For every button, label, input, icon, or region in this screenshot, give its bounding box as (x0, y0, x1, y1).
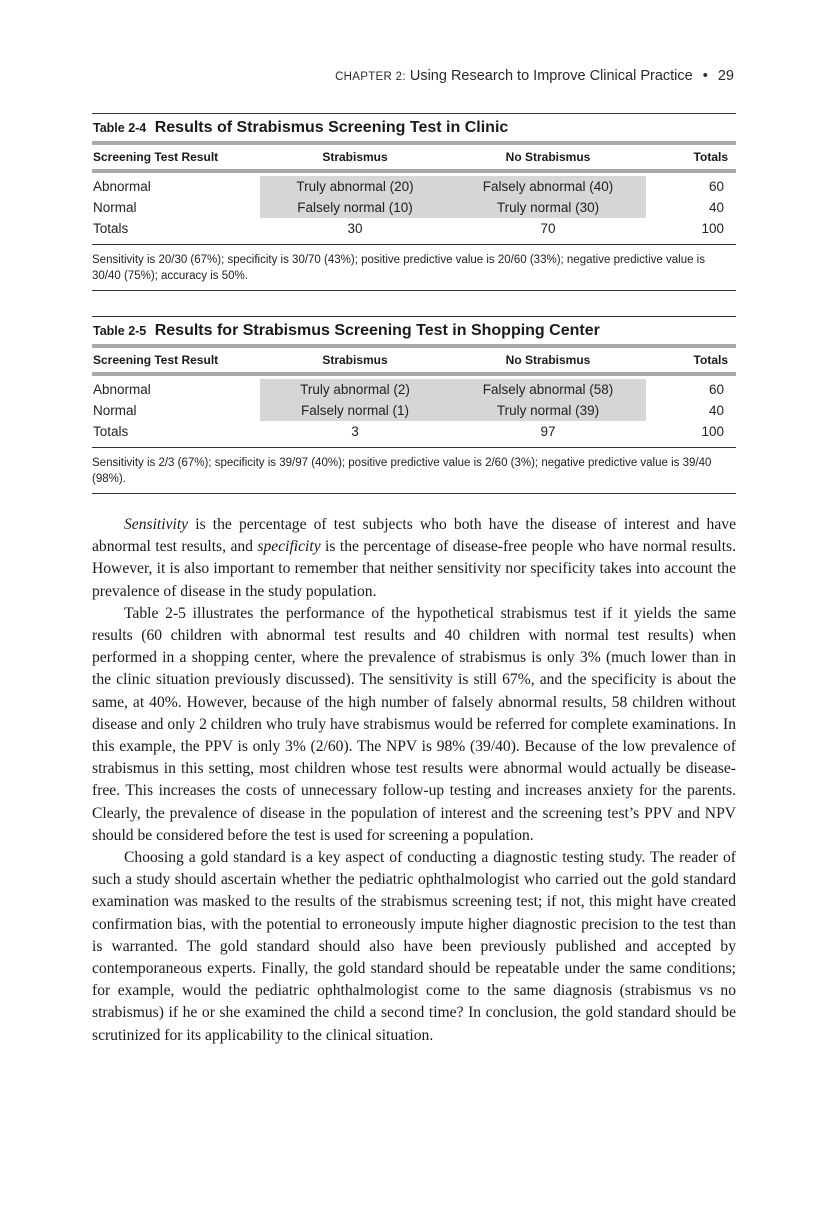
header-row (92, 348, 736, 372)
header-divider (92, 372, 736, 376)
table-2-5 (92, 316, 736, 494)
table-number: Table 2-5 (93, 324, 147, 338)
table-title: Results for Strabismus Screening Test in Shopping Center (154, 322, 600, 339)
table-row (92, 379, 736, 400)
table-row (92, 421, 736, 442)
paragraph: Choosing a gold standard is a key aspect of conducting a diagnostic testing study. The reader of such a study should ascertain whether the pediatric ophthalmologist who carried out the gold standard examination was masked to the results of the strabismus screening test; if not, this might have created confirmation bias, with the potential to erroneously impute higher diagnostic precision to the test than is warranted. The gold standard should also have been previously published and accepted by contemporaneous experts. Finally, the gold standard should be repeatable under the same conditions; for example, would the pediatric ophthalmologist come to the same diagnosis (strabismus vs no strabismus) if he or she examined the child a second time? In conclusion, the gold standard should be scrutinized for its applicability to the clinical situation. (92, 849, 736, 1044)
row-label: Totals (93, 424, 129, 439)
note-rule (92, 493, 736, 494)
row-label: Normal (93, 403, 137, 418)
table-note: Sensitivity is 20/30 (67%); specificity is 30/70 (43%); positive predictive value is 20/60 (33%); negative predictive value is 30/40 (75%); accuracy is 50%. (92, 254, 705, 282)
table-cell: Falsely abnormal (40) (450, 176, 646, 197)
paragraph (92, 514, 736, 603)
row-label: Abnormal (93, 179, 151, 194)
term-sensitivity: Sensitivity (124, 516, 189, 533)
column-header: Totals (693, 353, 728, 367)
table-cell: 30 (347, 221, 363, 236)
header-row (92, 145, 736, 169)
table-cell: 3 (351, 424, 359, 439)
table-row (92, 197, 736, 218)
table-cell: 70 (540, 221, 556, 236)
table-cell: 60 (708, 382, 724, 397)
column-header: No Strabismus (505, 150, 591, 164)
row-label: Totals (93, 221, 129, 236)
note-rule (92, 290, 736, 291)
running-head (335, 68, 734, 84)
paragraph: Table 2-5 illustrates the performance of the hypothetical strabismus test if it yields the same results (60 children with abnormal test results and 40 children with normal test results) when performed in a shopping center, where the prevalence of strabismus is only 3% (much lower than in the clinic situation previously discussed). The sensitivity is still 67%, and the specificity is about the same, at 40%. However, because of the high number of falsely abnormal results, 58 children without disease and only 2 children who truly have strabismus would be referred for complete examinations. In this example, the PPV is only 3% (2/60). The NPV is 98% (39/40). Because of the low prevalence of strabismus in this setting, most children whose test results were abnormal would actually be disease-free. This increases the costs of unnecessary follow-up testing and increases anxiety for the parents. Clearly, the prevalence of disease in the population of interest and the screening test’s PPV and NPV should be considered before the test is used for screening a population. (92, 604, 736, 844)
table-cell: 40 (708, 403, 724, 418)
table-cell: Falsely normal (1) (260, 400, 450, 421)
table-row (92, 400, 736, 421)
table-cell: Truly abnormal (2) (260, 379, 450, 400)
table-row (92, 176, 736, 197)
table-row (92, 218, 736, 239)
table-cell: Truly abnormal (20) (260, 176, 450, 197)
table-title: Results of Strabismus Screening Test in Clinic (154, 119, 509, 136)
table-cell: 100 (701, 221, 724, 236)
header-divider (92, 169, 736, 173)
column-header: Strabismus (322, 150, 388, 164)
column-header: No Strabismus (505, 353, 591, 367)
data-table-body (92, 379, 736, 442)
table-note: Sensitivity is 2/3 (67%); specificity is 39/97 (40%); positive predictive value is 2/60 (3%); negative predictive value is 39/40 (98%). (92, 457, 712, 485)
chapter-label: CHAPTER 2: (335, 71, 406, 83)
term-specificity: specificity (257, 538, 321, 556)
table-2-4 (92, 113, 736, 291)
table-caption (92, 317, 736, 344)
data-table (92, 145, 736, 169)
table-cell: Truly normal (30) (450, 197, 646, 218)
column-header: Strabismus (322, 353, 388, 367)
paragraph-text: is the percentage of disease-free people who have normal results. However, it is also important to remember that neither sensitivity nor specificity takes into account the prevalence of disease in the study population. (92, 538, 736, 600)
column-header: Totals (693, 150, 728, 164)
table-cell: 40 (708, 200, 724, 215)
column-header: Screening Test Result (93, 150, 219, 164)
chapter-title: Using Research to Improve Clinical Practice (409, 68, 693, 84)
row-label: Abnormal (93, 382, 151, 397)
table-number: Table 2-4 (93, 121, 147, 135)
paragraph-text: is the percentage of test subjects who both have the disease of interest and have abnormal test results, and (92, 516, 736, 556)
table-cell: 60 (708, 179, 724, 194)
table-cell: Falsely abnormal (58) (450, 379, 646, 400)
table-caption (92, 114, 736, 141)
table-cell: 100 (701, 424, 724, 439)
table-cell: Falsely normal (10) (260, 197, 450, 218)
column-header: Screening Test Result (93, 353, 219, 367)
page-number: 29 (717, 68, 734, 84)
table-cell: 97 (540, 424, 556, 439)
row-label: Normal (93, 200, 137, 215)
data-table-body (92, 176, 736, 239)
bullet-separator: • (702, 68, 708, 84)
data-table (92, 348, 736, 372)
body-text (92, 514, 736, 1047)
table-cell: Truly normal (39) (450, 400, 646, 421)
